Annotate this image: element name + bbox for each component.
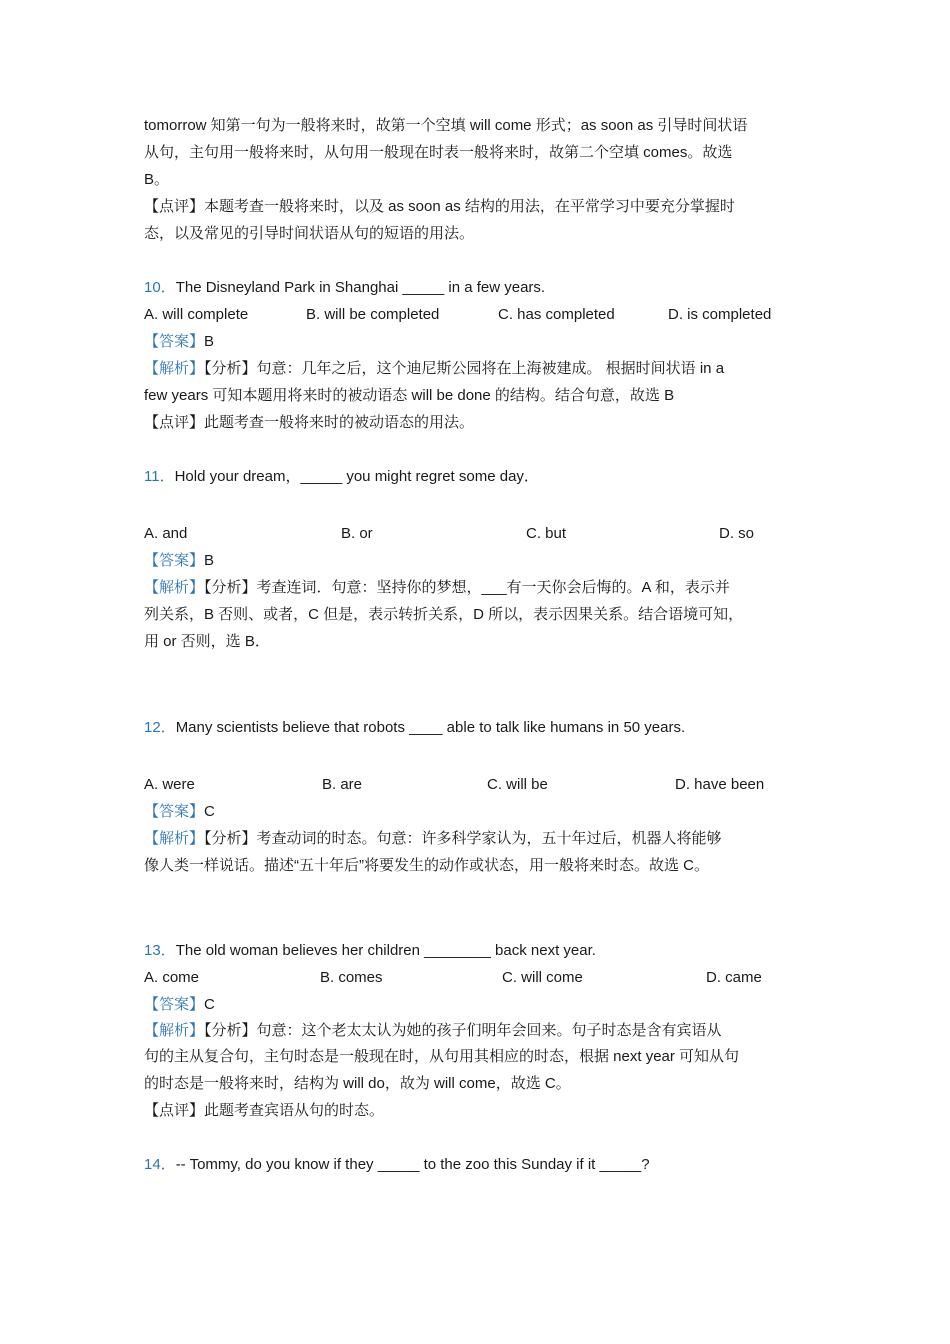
question-number: 10． — [144, 279, 176, 296]
answer-blank: ____ — [409, 719, 443, 736]
option-b: B. will be completed — [306, 306, 440, 323]
option-d: D. so — [719, 525, 755, 542]
option-d: D. came — [706, 969, 762, 986]
option-c: C. will come — [502, 969, 583, 986]
analysis-label: 【解析】 — [144, 1022, 205, 1039]
option-b: B. or — [341, 525, 373, 542]
question-number: 14． — [144, 1156, 176, 1173]
answer-label: 【答案】 — [144, 333, 205, 350]
question-11 — [144, 467, 539, 487]
analysis-text: 【分析】句意：几年之后，这个迪尼斯公园将在上海被建成。 根据时间状语 in a — [204, 360, 725, 377]
option-b: B. comes — [320, 969, 383, 986]
answer-value: B — [204, 552, 215, 569]
question-stem: Many scientists believe that robots — [175, 719, 410, 736]
answer-line — [144, 332, 214, 352]
question-14 — [144, 1155, 650, 1175]
answer-blank: _____ — [402, 279, 445, 296]
analysis-line-1 — [144, 359, 724, 379]
analysis-line-3: 用 or 否则，选 B． — [144, 633, 270, 650]
analysis-label: 【解析】 — [144, 360, 205, 377]
question-stem-end: in a few years. — [444, 279, 546, 296]
intro-comment-line-1: 【点评】本题考查一般将来时，以及 as soon as 结构的用法，在平常学习中要充分掌握时 — [144, 198, 735, 215]
intro-comment-line-2: 态，以及常见的引导时间状语从句的短语的用法。 — [144, 225, 475, 242]
analysis-line-2: few years 可知本题用将来时的被动语态 will be done 的结构。结合句意，故选 B — [144, 387, 675, 404]
intro-line-3: B。 — [144, 171, 170, 188]
question-stem: The old woman believes her children ________ back next year. — [175, 942, 596, 959]
answer-label: 【答案】 — [144, 552, 205, 569]
question-12 — [144, 718, 685, 738]
analysis-line-2: 句的主从复合句，主句时态是一般现在时，从句用其相应的时态，根据 next year 可知从句 — [144, 1048, 740, 1065]
analysis-label: 【解析】 — [144, 579, 205, 596]
analysis-text: 【分析】考查动词的时态。句意：许多科学家认为，五十年过后，机器人将能够 — [204, 830, 722, 847]
question-10 — [144, 278, 545, 298]
option-c: C. will be — [487, 776, 548, 793]
question-13 — [144, 941, 596, 961]
analysis-line-3: 的时态是一般将来时，结构为 will do，故为 will come，故选 C。 — [144, 1075, 571, 1092]
analysis-text: 【分析】考查连词．句意：坚持你的梦想，___有一天你会后悔的。A 和，表示并 — [204, 579, 730, 596]
question-number: 13． — [144, 942, 176, 959]
answer-label: 【答案】 — [144, 996, 205, 1013]
option-d: D. have been — [675, 776, 765, 793]
option-b: B. are — [322, 776, 363, 793]
analysis-line-2: 像人类一样说话。描述“五十年后”将要发生的动作或状态，用一般将来时态。故选 C。 — [144, 857, 709, 874]
comment-line: 【点评】此题考查一般将来时的被动语态的用法。 — [144, 414, 475, 431]
question-stem: The Disneyland Park in Shanghai — [175, 279, 403, 296]
option-a: A. and — [144, 525, 188, 542]
option-a: A. were — [144, 776, 195, 793]
option-c: C. but — [526, 525, 567, 542]
answer-line — [144, 995, 215, 1015]
option-a: A. will complete — [144, 306, 249, 323]
answer-value: C — [204, 996, 215, 1013]
question-stem-end: able to talk like humans in 50 years. — [442, 719, 686, 736]
analysis-line-2: 列关系，B 否则、或者，C 但是，表示转折关系，D 所以，表示因果关系。结合语境可知， — [144, 606, 744, 623]
analysis-text: 【分析】句意：这个老太太认为她的孩子们明年会回来。句子时态是含有宾语从 — [204, 1022, 722, 1039]
analysis-line-1 — [144, 578, 730, 598]
answer-label: 【答案】 — [144, 803, 205, 820]
option-a: A. come — [144, 969, 200, 986]
answer-line — [144, 802, 215, 822]
analysis-line-1 — [144, 829, 722, 849]
intro-line-1: tomorrow 知第一句为一般将来时，故第一个空填 will come 形式；as soon as 引导时间状语 — [144, 117, 748, 134]
question-stem: Hold your dream，_____ you might regret some day． — [174, 468, 539, 485]
answer-line — [144, 551, 214, 571]
question-number: 11． — [144, 468, 175, 485]
analysis-label: 【解析】 — [144, 830, 205, 847]
intro-line-2: 从句，主句用一般将来时，从句用一般现在时表一般将来时，故第二个空填 comes。故选 — [144, 144, 733, 161]
option-c: C. has completed — [498, 306, 615, 323]
question-stem: -- Tommy, do you know if they _____ to the zoo this Sunday if it _____? — [175, 1156, 650, 1173]
answer-value: B — [204, 333, 215, 350]
analysis-line-1 — [144, 1021, 722, 1041]
question-number: 12． — [144, 719, 176, 736]
answer-value: C — [204, 803, 215, 820]
option-d: D. is completed — [668, 306, 772, 323]
comment-line: 【点评】此题考查宾语从句的时态。 — [144, 1102, 385, 1119]
